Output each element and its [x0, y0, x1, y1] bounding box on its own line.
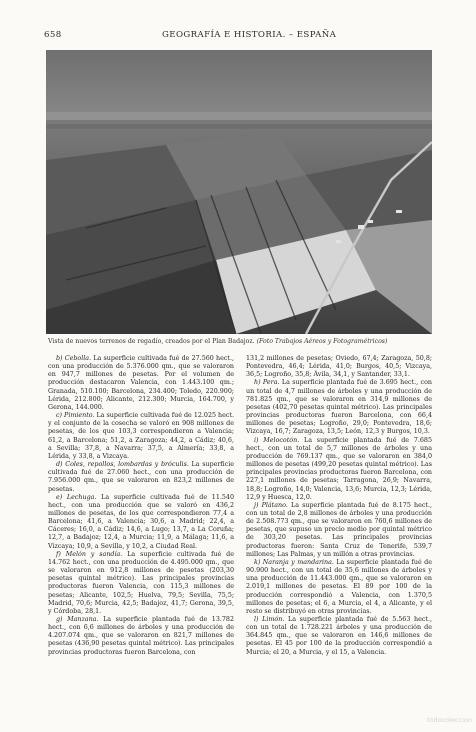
paragraph-text: La superficie cultivada fué de 12.025 hect. y el conjunto de la cosecha se valoró en 908 millones de pesetas, de los que 103,3 correspondieron a Valencia; 61,2, a Barcelona; 51,2, a Zaragoza; 44,2, a Cádiz; 40,6, a Sevilla; 37,8, a Navarra; 37,5, a Almería; 33,8, a Lérida, y 33,8, a Vizcaya. — [48, 412, 234, 460]
paragraph-label: f) Melón y sandía. — [56, 550, 123, 558]
paragraph-label: g) Manzana. — [56, 616, 99, 623]
paragraph — [246, 437, 432, 502]
paragraph-label: e) Lechuga. — [56, 493, 97, 501]
page-header — [44, 30, 440, 44]
paragraph-text: La superficie plantada fué de 3.695 hect., con un total de 4,7 millones de árboles y una producción de 781.825 qm., que se valoraron en 314,9 millones de pesetas (402,70 pesetas quintal métrico). Las principales provincias productoras fueron Barcelona, con 66,4 millones de pesetas; Logroño, 29,0; Pontevedra, 18,6; Vizcaya, 16,7; Zaragoza, 13,5; León, 12,3 y Burgos, 10,3. — [246, 379, 432, 436]
paragraph-label: h) Pera. — [254, 379, 280, 387]
paragraph-text: La superficie cultivada fué de 27.560 hect., con una producción de 5.376.000 qm., que se valoraron en 947,7 millones de pesetas. Por el volumen de producción destacaron Valencia, con 1.443.100 qm.; Granada, 510.100; Barcelona, 234.400; Toledo, 220.900; Lérida, 212.800; Alicante, 212.300; Murcia, 164.700, y Gerona, 144.000. — [48, 355, 234, 411]
paragraph — [48, 551, 234, 616]
page-number: 658 — [44, 30, 62, 40]
paragraph-text: La superficie cultivada fué de 14.762 hect., con una producción de 4.495.000 qm., que se valoraron en 912,8 millones de pesetas (203,30 pesetas quintal métrico). Las principales provincias productoras fueron Valencia, con 115,3 millones de pesetas; Alicante, 102,5; Huelva, 79,5; Sevilla, 75,5; Madrid, 70,6; Murcia, 42,5; Badajoz, 41,7; Gerona, 39,5, y Córdoba, 28,1. — [48, 550, 234, 615]
paragraph — [246, 616, 432, 657]
text-column-right — [246, 355, 432, 657]
paragraph-text: La superficie plantada fué de 5.563 hect., con un total de 1.728.221 árboles y una producción de 364.845 qm., que se valoraron en 146,6 millones de pesetas. El 45 por 100 de la producción correspondió a Murcia; el 20, a Murcia, y el 15, a Valencia. — [246, 616, 432, 656]
paragraph — [246, 502, 432, 559]
caption-text: Vista de nuevos terrenos de regadío, creados por el Plan Badajoz. — [48, 338, 255, 345]
paragraph — [246, 559, 432, 616]
paragraph — [48, 461, 234, 494]
paragraph-label: c) Pimiento. — [56, 412, 95, 420]
running-title: GEOGRAFÍA E HISTORIA. – ESPAÑA — [162, 30, 337, 40]
paragraph-text: La superficie plantada fué de 90.900 hect., con un total de 35,6 millones de árboles y una producción de 11.443.000 qm., que se valoraron en 2.019,1 millones de pesetas. El 89 por 100 de la producción correspondió a Valencia, con 1.370,5 millones de pesetas; el 6, a Murcia, el 4, a Alicante, y el resto se distribuyó en otras provincias. — [246, 558, 432, 615]
paragraph — [48, 494, 234, 551]
paragraph-label: k) Naranja y mandarina. — [254, 558, 334, 566]
paragraph-text: 131,2 millones de pesetas; Oviedo, 67,4; Zaragoza, 50,8; Pontevedra, 46,4; Lérida, 41,0; Burgos, 40,5; Vizcaya, 36,5; Logroño, 35,8; Ávila, 34,1, y Santander, 33,1. — [246, 355, 432, 379]
paragraph-label: b) Cebolla. — [56, 355, 92, 362]
aerial-photo — [46, 50, 432, 334]
paragraph — [48, 355, 234, 412]
paragraph-text: La superficie plantada fué de 7.685 hect., con un total de 5,7 millones de árboles y una producción de 769.137 qm., que se valoraron en 384,0 millones de pesetas (499,20 pesetas quintal métrico). Las principales provincias productoras fueron Barcelona, con 227,1 millones de pesetas; Tarragona, 26,9; Navarra, 18,8; Logroño, 14,0; Valencia, 13,6; Murcia, 12,3; Lérida, 12,9 y Huesca, 12,0. — [246, 436, 432, 501]
paragraph — [246, 355, 432, 379]
paragraph-text: La superficie plantada fué de 8.175 hect., con un total de 2,8 millones de árboles y una producción de 2.508.773 qm., que se valoraron en 760,6 millones de pesetas, que supuso un precio medio por quintal métrico de 303,20 pesetas. Las principales provincias productoras fueron: Santa Cruz de Tenerife, 539,7 millones; Las Palmas, y un millón a otras provincias. — [246, 501, 432, 558]
paragraph-text: La superficie plantada fué de 13.782 hect., con 6,6 millones de árboles y una producción de 4.207.074 qm., que se valoraron en 821,7 millones de pesetas (436,90 pesetas quintal métrico). Las principales provincias productoras fueron Barcelona, con — [48, 616, 234, 656]
caption-credit: (Foto Trabajos Aéreos y Fotogramétricos) — [256, 338, 388, 345]
paragraph-label: i) Melocotón. — [254, 436, 300, 444]
paragraph-label: l) Limón. — [254, 616, 285, 623]
watermark: todocoleccion — [426, 716, 472, 724]
paragraph — [246, 379, 432, 436]
paragraph-label: d) Coles, repollos, lombardas y bróculis. — [56, 461, 189, 469]
paragraph — [48, 412, 234, 461]
paragraph-text: La superficie cultivada fué de 27.060 hect., con una producción de 7.956.000 qm., que se valoraron en 823,2 millones de pesetas. — [48, 461, 234, 493]
photo-caption — [48, 338, 432, 345]
paragraph-label: j) Plátano. — [254, 501, 288, 509]
text-column-left — [48, 355, 234, 657]
paragraph — [48, 616, 234, 657]
paragraph-text: La superficie cultivada fué de 11.540 hect., con una producción que se valoró en 436,2 millones de pesetas, de los que correspondieron 77,4 a Barcelona; 41,6, a Valencia; 30,6, a Madrid; 22,4, a Cáceres; 16,0, a Cádiz; 14,6, a Lugo; 13,7, a La Coruña; 12,7, a Badajoz; 12,4, a Murcia; 11,9, a Málaga; 11,6, a Vizcaya; 10,9, a Sevilla, y 10,2, a Ciudad Real. — [48, 493, 234, 550]
